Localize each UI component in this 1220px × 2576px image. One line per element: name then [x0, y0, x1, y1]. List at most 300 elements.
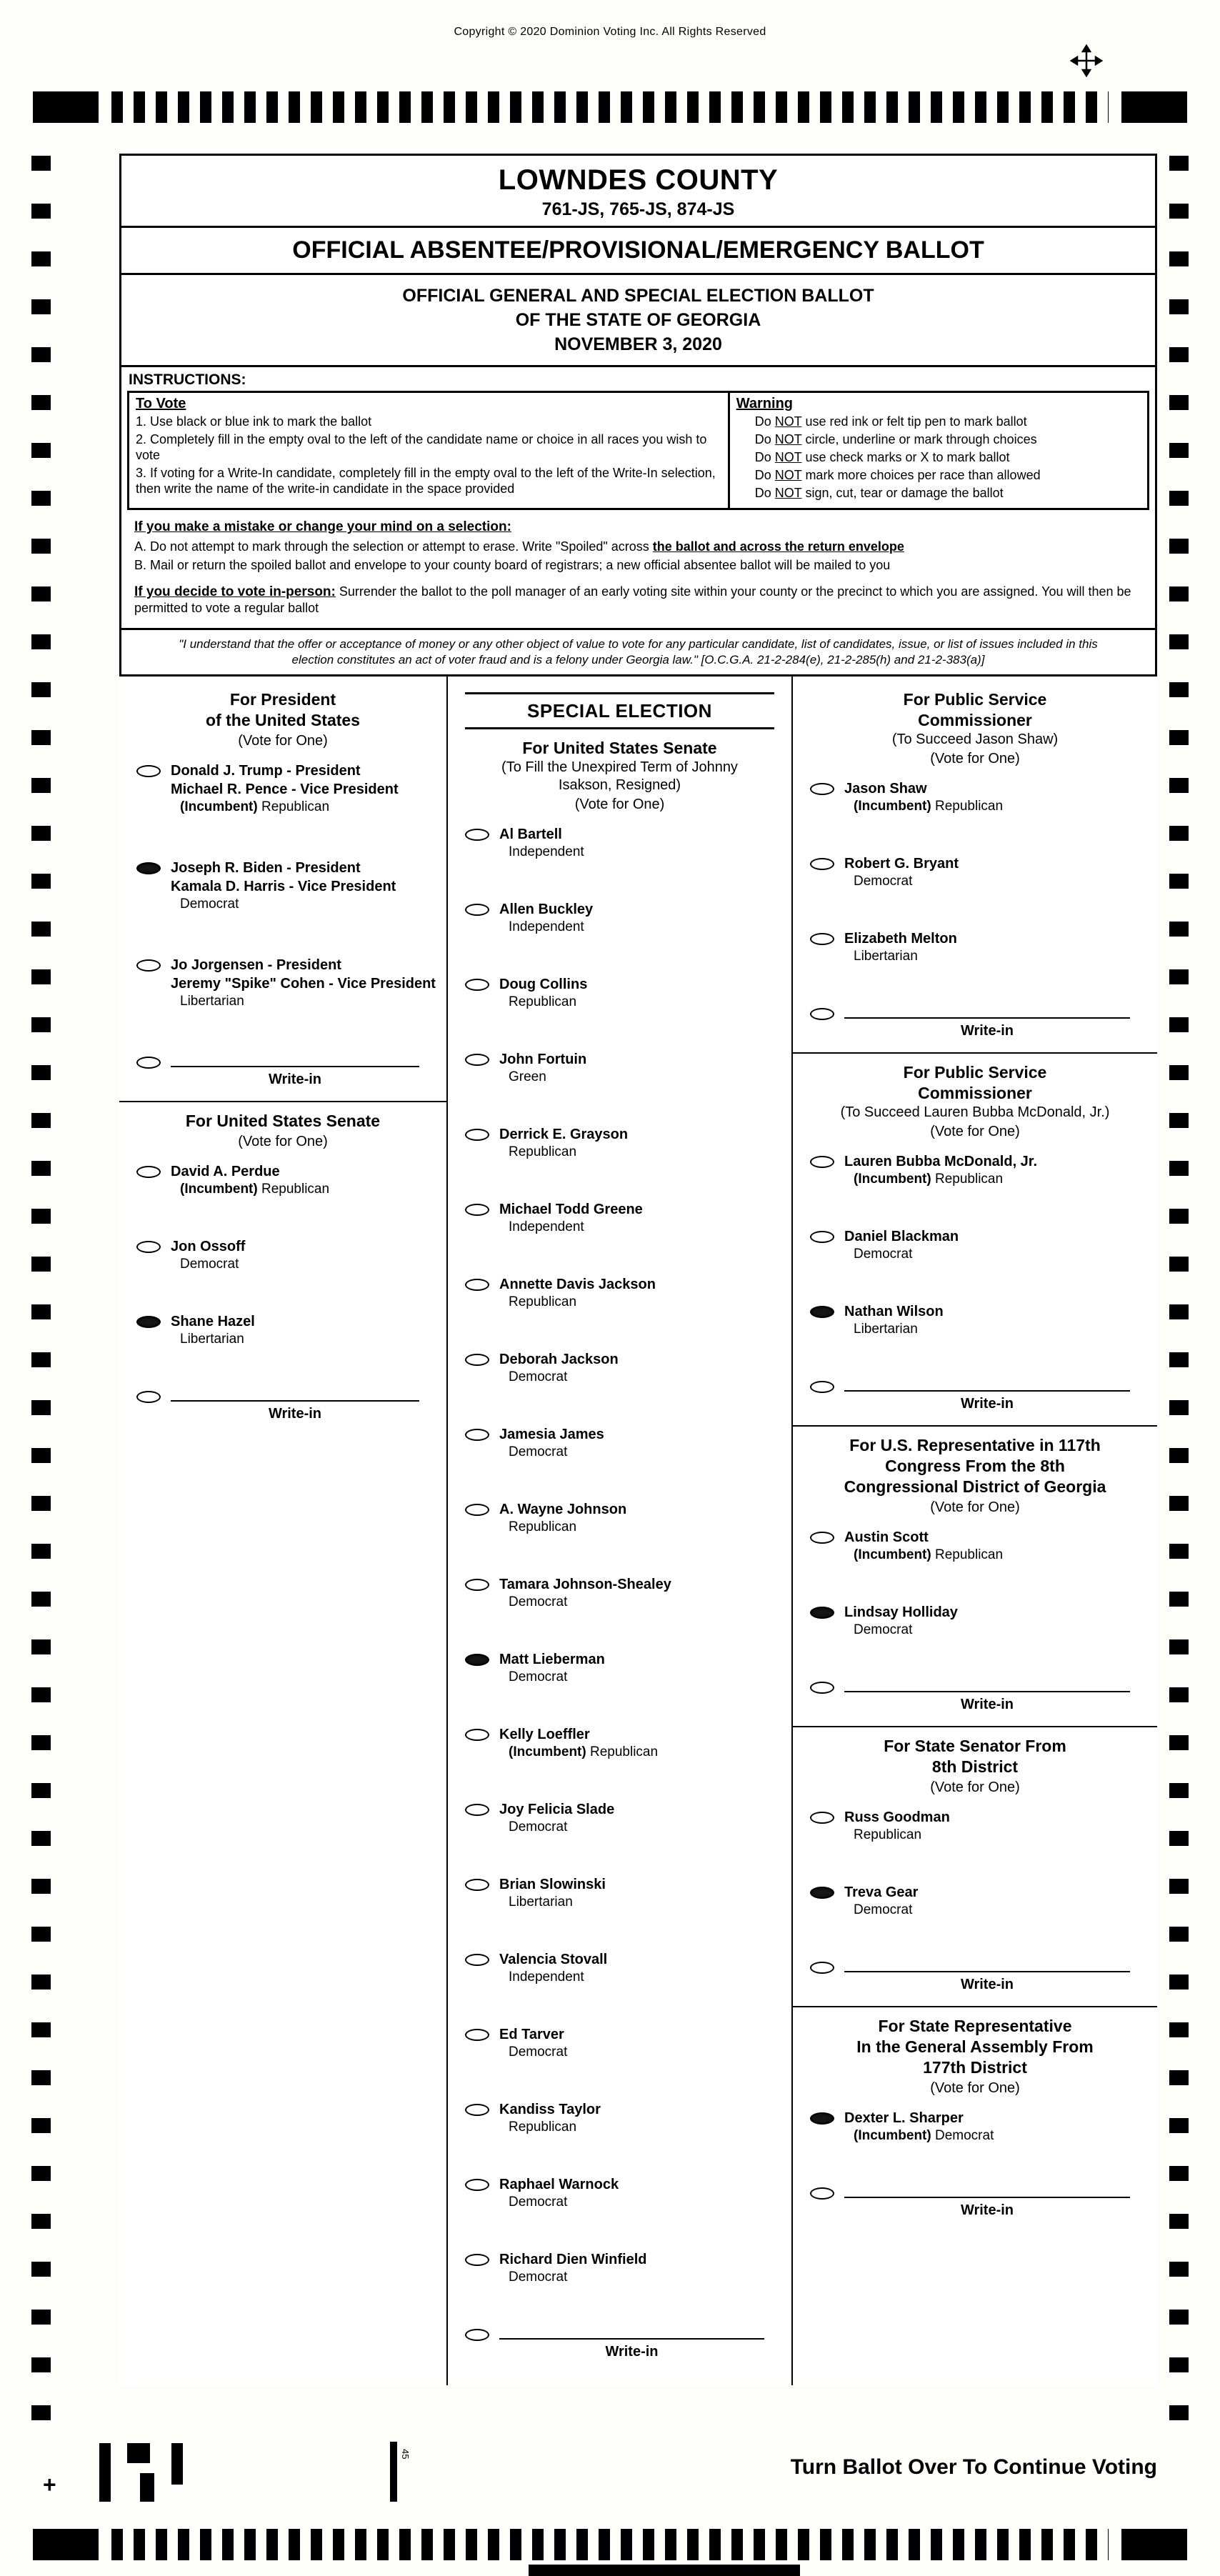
write-in-row — [810, 1678, 1150, 1694]
candidate-row — [810, 1227, 1150, 1263]
print-plus-mark: + — [43, 2472, 56, 2497]
ballot-oval[interactable] — [136, 959, 161, 972]
candidate-info — [499, 1275, 656, 1311]
ballot-oval[interactable] — [810, 933, 834, 945]
race-title-line: Congress From the 8th — [885, 1457, 1065, 1475]
candidate-party: Independent — [509, 1970, 584, 1985]
text-segment: 3. If voting for a Write-In candidate, completely fill in the empty oval to the left of the Write-In selection, then write the name of the write-in candidate in the space provided — [136, 466, 716, 496]
candidate-row — [136, 859, 439, 913]
ballot-oval[interactable] — [810, 1812, 834, 1824]
race-header — [119, 1102, 446, 1162]
candidate-party: Democrat — [509, 1594, 568, 1609]
ballot-oval[interactable] — [465, 1804, 489, 1816]
candidate-party: Independent — [509, 844, 584, 859]
candidate-info — [499, 1350, 619, 1386]
candidate-name: Joy Felicia Slade — [499, 1802, 615, 1817]
instructions-table — [127, 391, 1149, 510]
candidate-info — [844, 1302, 944, 1338]
candidate-info — [844, 1152, 1037, 1188]
candidate-name: Kandiss Taylor — [499, 2102, 601, 2117]
candidate-party: Democrat — [509, 2195, 568, 2210]
candidate-info — [171, 762, 399, 816]
race-title-line: For Public Service — [903, 690, 1047, 709]
candidate-name: Deborah Jackson — [499, 1352, 619, 1367]
candidate-info — [171, 1237, 245, 1273]
write-in-row — [136, 1387, 439, 1403]
candidate-party: Democrat — [509, 1819, 568, 1834]
candidate-info — [499, 2100, 601, 2136]
race-vote-instruction: (Vote for One) — [238, 733, 328, 749]
candidate-info — [499, 2025, 567, 2061]
candidate-info — [844, 1808, 950, 1844]
candidate-party: Democrat — [509, 1369, 568, 1384]
ballot-oval[interactable] — [465, 2104, 489, 2116]
calibration-mark — [171, 2443, 183, 2485]
timing-marks-bottom — [33, 2529, 1187, 2560]
race-title-line: 8th District — [931, 1757, 1019, 1776]
ballot-oval[interactable] — [465, 1579, 489, 1591]
ballot-oval[interactable] — [465, 1879, 489, 1891]
edge-mark — [529, 2565, 800, 2576]
candidate-party: Democrat — [509, 2270, 568, 2285]
candidate-row — [465, 1950, 784, 1986]
write-in-line[interactable] — [844, 1004, 1130, 1019]
candidate-name: Doug Collins — [499, 977, 588, 992]
text-segment: Do — [754, 432, 775, 446]
candidate-party: Democrat — [509, 2045, 568, 2060]
candidate-name: Russ Goodman — [844, 1809, 950, 1825]
candidate-name: Allen Buckley — [499, 902, 594, 917]
text-segment: B. Mail or return the spoiled ballot and envelope to your county board of registrars; a new official absentee ballot will be mailed to you — [134, 558, 891, 572]
write-in-label: Write-in — [960, 1023, 1014, 1039]
candidate-party: Independent — [509, 919, 584, 934]
candidate-info — [499, 2175, 619, 2211]
candidate-info — [844, 854, 959, 890]
race-title-line: In the General Assembly From — [856, 2037, 1094, 2056]
candidate-name: Shane Hazel — [171, 1314, 255, 1329]
instruction-item — [736, 485, 1141, 501]
candidate-name: Richard Dien Winfield — [499, 2252, 647, 2267]
text-segment: mark more choices per race than allowed — [801, 468, 1041, 482]
timing-block-left — [33, 91, 99, 123]
candidate-name: Donald J. Trump - President — [171, 763, 361, 779]
mistake-items — [134, 539, 1142, 574]
ballot-oval-filled[interactable] — [136, 1316, 161, 1328]
ballot-oval[interactable] — [465, 1729, 489, 1741]
candidate-name: Al Bartell — [499, 827, 562, 842]
ballot-oval[interactable] — [465, 1429, 489, 1441]
candidate-name: Dexter L. Sharper — [844, 2110, 964, 2126]
race-header — [448, 729, 791, 825]
instruction-item — [136, 465, 721, 496]
ballot-oval[interactable] — [465, 1054, 489, 1066]
candidate-name: Daniel Blackman — [844, 1229, 959, 1244]
ballot-oval[interactable] — [465, 1954, 489, 1966]
race-title-line: 177th District — [923, 2058, 1027, 2077]
write-in-label: Write-in — [268, 1406, 322, 1422]
to-vote-title: To Vote — [136, 396, 186, 411]
candidate-row — [465, 1350, 784, 1386]
candidate-party: Libertarian — [854, 1322, 918, 1337]
candidate-info — [499, 1800, 614, 1836]
race-title-line: Commissioner — [918, 1084, 1032, 1102]
race-vote-instruction: (Vote for One) — [930, 1779, 1020, 1795]
ballot-oval[interactable] — [810, 783, 834, 795]
write-in-oval[interactable] — [465, 2329, 489, 2341]
fraud-notice: "I understand that the offer or acceptance of money or any other object of value to vote for any particular candidate, list of candidates, issue, or list of issues included in this election constitutes an act of voter fraud and is a felony under Georgia law." [O.C.G.A. 21-2-284(e), 21-2-285(h) and 21-2-383(a)] — [121, 628, 1155, 674]
ballot-oval[interactable] — [136, 765, 161, 777]
candidate-info — [499, 1575, 671, 1611]
candidate-name: Jamesia James — [499, 1427, 604, 1442]
candidate-name: Austin Scott — [844, 1529, 929, 1545]
candidate-party: Democrat — [509, 1444, 568, 1459]
race-title-line: Commissioner — [918, 711, 1032, 729]
candidate-info — [844, 2109, 994, 2145]
write-in-oval[interactable] — [810, 1008, 834, 1020]
timing-bars — [111, 2529, 1109, 2560]
instruction-item — [134, 557, 1142, 574]
candidate-name: Lindsay Holliday — [844, 1604, 958, 1620]
write-in-oval[interactable] — [810, 1682, 834, 1694]
instruction-item — [136, 414, 721, 429]
write-in-oval[interactable] — [810, 2187, 834, 2200]
race-vote-instruction: (Vote for One) — [930, 2080, 1020, 2096]
race-vote-instruction: (Vote for One) — [930, 1499, 1020, 1515]
race-section — [793, 1425, 1157, 1713]
ballot-oval[interactable] — [810, 1231, 834, 1243]
race-header — [793, 1054, 1157, 1152]
race-title-line: For U.S. Representative in 117th — [849, 1436, 1101, 1454]
race-title-line: For State Senator From — [884, 1737, 1066, 1755]
candidate-info — [499, 2250, 647, 2286]
candidate-name: Michael R. Pence - Vice President — [171, 782, 399, 797]
candidate-name: Ed Tarver — [499, 2027, 564, 2042]
candidate-row — [465, 2100, 784, 2136]
candidate-info — [499, 975, 587, 1011]
write-in-row — [810, 1958, 1150, 1974]
write-in-label: Write-in — [960, 1697, 1014, 1712]
text-segment: NOT — [774, 450, 802, 464]
ballot-oval-filled[interactable] — [465, 1654, 489, 1666]
candidate-party: Democrat — [854, 1247, 913, 1262]
write-in-oval[interactable] — [810, 1962, 834, 1974]
incumbent-label: (Incumbent) — [180, 799, 261, 814]
ballot-oval[interactable] — [465, 2254, 489, 2266]
in-person-instructions — [134, 584, 1142, 616]
candidate-info — [844, 1528, 1003, 1564]
candidate-info — [499, 1725, 658, 1761]
ballot-oval[interactable] — [810, 1532, 834, 1544]
race-note-line: (To Fill the Unexpired Term of Johnny — [501, 759, 738, 775]
text-segment: NOT — [774, 414, 802, 429]
candidate-party: Democrat — [509, 1669, 568, 1684]
candidate-row — [465, 825, 784, 861]
write-in-line[interactable] — [844, 2184, 1130, 2198]
candidate-info — [171, 956, 436, 1010]
incumbent-label: (Incumbent) — [854, 1547, 935, 1562]
race-title-line: For Public Service — [903, 1063, 1047, 1082]
text-segment: 2. Completely fill in the empty oval to the left of the candidate name or choice in all races you wish to vote — [136, 432, 707, 462]
warning-items — [736, 414, 1141, 501]
write-in-line[interactable] — [171, 1053, 419, 1067]
candidate-party: Democrat — [854, 1902, 913, 1917]
race-section — [793, 1052, 1157, 1412]
ballot-oval-filled[interactable] — [810, 1607, 834, 1619]
candidate-party: Democrat — [180, 1257, 239, 1272]
ballot-body — [119, 154, 1157, 2385]
write-in-row — [810, 1004, 1150, 1020]
candidate-info — [844, 1883, 918, 1919]
write-in-row — [810, 1377, 1150, 1393]
candidate-party: Republican — [509, 2120, 577, 2135]
candidate-name: Annette Davis Jackson — [499, 1277, 656, 1292]
race-section — [793, 2006, 1157, 2219]
write-in-line[interactable] — [844, 1377, 1130, 1392]
instruction-item — [736, 449, 1141, 465]
write-in-oval[interactable] — [136, 1391, 161, 1403]
ballot-oval[interactable] — [810, 1156, 834, 1168]
candidate-party: Democrat — [854, 874, 913, 889]
race-vote-instruction: (Vote for One) — [574, 797, 665, 812]
candidate-party: Libertarian — [180, 1332, 244, 1347]
candidate-name: Lauren Bubba McDonald, Jr. — [844, 1154, 1038, 1169]
candidate-row — [810, 2109, 1150, 2145]
candidate-name: Valencia Stovall — [499, 1952, 608, 1967]
special-election-header: SPECIAL ELECTION — [465, 692, 774, 729]
timing-marks-top — [33, 91, 1187, 123]
county-name: LOWNDES COUNTY — [498, 164, 779, 196]
candidate-info — [844, 779, 1003, 815]
ballot-oval[interactable] — [810, 858, 834, 870]
ballot-column-1 — [119, 677, 446, 2385]
ballot-title-section — [121, 228, 1155, 275]
timing-block-left — [33, 2529, 99, 2560]
instructions-label: INSTRUCTIONS: — [129, 371, 246, 388]
ballot-title: OFFICIAL ABSENTEE/PROVISIONAL/EMERGENCY BALLOT — [292, 236, 984, 264]
race-header — [793, 2007, 1157, 2109]
candidate-name: Michael Todd Greene — [499, 1202, 643, 1217]
election-date: NOVEMBER 3, 2020 — [554, 334, 722, 354]
write-in-line[interactable] — [499, 2325, 764, 2340]
candidate-row — [465, 1500, 784, 1536]
ballot-oval[interactable] — [465, 904, 489, 916]
candidate-row — [136, 956, 439, 1010]
ballot-oval-filled[interactable] — [810, 2112, 834, 2125]
write-in-oval[interactable] — [810, 1381, 834, 1393]
text-segment: circle, underline or mark through choices — [801, 432, 1037, 446]
candidate-name: John Fortuin — [499, 1052, 587, 1067]
ballot-oval[interactable] — [465, 1129, 489, 1141]
write-in-line[interactable] — [171, 1387, 419, 1402]
instruction-item — [736, 467, 1141, 483]
election-title-line1: OFFICIAL GENERAL AND SPECIAL ELECTION BALLOT — [402, 286, 874, 306]
write-in-row — [465, 2325, 784, 2341]
race-header — [793, 1727, 1157, 1808]
timing-marks-left — [31, 156, 51, 2435]
candidate-info — [499, 1500, 626, 1536]
write-in-label: Write-in — [605, 2344, 659, 2360]
candidate-name: Jo Jorgensen - President — [171, 957, 341, 973]
calibration-mark — [127, 2443, 150, 2463]
candidate-row — [810, 1528, 1150, 1564]
candidate-name: Kamala D. Harris - Vice President — [171, 879, 396, 894]
calibration-mark — [99, 2443, 111, 2502]
county-section — [121, 156, 1155, 228]
candidate-party: (Incumbent) Republican — [180, 1182, 330, 1197]
candidate-row — [465, 1050, 784, 1086]
turn-ballot-over-text: Turn Ballot Over To Continue Voting — [790, 2455, 1157, 2479]
race-section — [448, 729, 791, 2360]
ballot-oval[interactable] — [465, 1279, 489, 1291]
write-in-label: Write-in — [960, 1977, 1014, 1992]
candidate-row — [810, 779, 1150, 815]
candidate-info — [499, 1950, 607, 1986]
ballot-oval[interactable] — [465, 1504, 489, 1516]
ballot-oval[interactable] — [465, 829, 489, 841]
ballot-oval[interactable] — [465, 1204, 489, 1216]
candidate-row — [136, 1312, 439, 1348]
ballot-oval-filled[interactable] — [136, 862, 161, 874]
candidate-name: Elizabeth Melton — [844, 931, 957, 947]
text-segment: NOT — [774, 432, 802, 446]
candidate-row — [465, 900, 784, 936]
candidate-row — [465, 2250, 784, 2286]
text-segment: 1. Use black or blue ink to mark the ballot — [136, 414, 372, 429]
candidate-info — [171, 859, 396, 913]
race-title-line: For President — [229, 690, 336, 709]
race-header — [793, 681, 1157, 779]
candidate-row — [465, 2175, 784, 2211]
ballot-oval-filled[interactable] — [810, 1306, 834, 1318]
write-in-label: Write-in — [960, 1396, 1014, 1412]
candidate-row — [465, 1875, 784, 1911]
candidate-row — [810, 929, 1150, 965]
candidate-row — [810, 1152, 1150, 1188]
ballot-oval[interactable] — [136, 1166, 161, 1178]
incumbent-label: (Incumbent) — [854, 799, 935, 814]
sheet-number: 45 — [400, 2449, 411, 2460]
candidate-row — [136, 1237, 439, 1273]
ballot-columns — [119, 677, 1157, 2385]
candidate-party: (Incumbent) Republican — [854, 799, 1004, 814]
to-vote-box — [129, 393, 730, 508]
candidate-party: (Incumbent) Republican — [854, 1172, 1004, 1187]
incumbent-label: (Incumbent) — [180, 1182, 261, 1197]
candidate-row — [810, 1883, 1150, 1919]
ballot-oval[interactable] — [465, 979, 489, 991]
candidate-row — [465, 975, 784, 1011]
candidate-party: (Incumbent) Democrat — [854, 2128, 994, 2143]
candidate-party: Independent — [509, 1219, 584, 1234]
candidate-info — [499, 900, 593, 936]
instruction-item — [736, 414, 1141, 429]
candidate-party: Republican — [509, 1144, 577, 1159]
timing-block-right — [1121, 91, 1187, 123]
timing-marks-right — [1169, 156, 1189, 2435]
candidate-row — [465, 1275, 784, 1311]
race-header — [119, 681, 446, 762]
race-section — [119, 1101, 446, 1422]
in-person-title: If you decide to vote in-person: — [134, 584, 336, 599]
copyright-notice: Copyright © 2020 Dominion Voting Inc. All Rights Reserved — [454, 26, 766, 38]
ballot-oval[interactable] — [465, 2029, 489, 2041]
text-segment: use red ink or felt tip pen to mark ballot — [801, 414, 1027, 429]
instruction-item — [134, 539, 1142, 555]
registration-mark-icon — [1070, 44, 1103, 81]
text-segment: NOT — [774, 468, 802, 482]
write-in-oval[interactable] — [136, 1057, 161, 1069]
candidate-row — [465, 1800, 784, 1836]
text-segment: Do — [754, 414, 775, 429]
text-segment: Do — [754, 468, 775, 482]
candidate-name: A. Wayne Johnson — [499, 1502, 627, 1517]
candidate-party: Democrat — [180, 897, 239, 912]
race-note-line: (To Succeed Lauren Bubba McDonald, Jr.) — [840, 1104, 1110, 1120]
ballot-column-2 — [446, 677, 793, 2385]
race-vote-instruction: (Vote for One) — [930, 751, 1020, 767]
candidate-info — [844, 929, 957, 965]
candidate-party: Republican — [509, 994, 577, 1009]
timing-block-right — [1121, 2529, 1187, 2560]
calibration-mark — [140, 2473, 154, 2502]
candidate-name: David A. Perdue — [171, 1164, 280, 1179]
candidate-row — [465, 1650, 784, 1686]
candidate-info — [844, 1227, 959, 1263]
mistake-title: If you make a mistake or change your mind on a selection: — [134, 519, 511, 534]
ballot-oval[interactable] — [465, 1354, 489, 1366]
race-title-line: For State Representative — [878, 2017, 1072, 2035]
candidate-info — [499, 825, 584, 861]
candidate-name: Nathan Wilson — [844, 1304, 944, 1319]
ballot-oval[interactable] — [465, 2179, 489, 2191]
candidate-party: Libertarian — [854, 949, 918, 964]
instruction-item — [736, 431, 1141, 447]
in-person-text: Surrender the ballot to the poll manager of an early voting site within your county or the precinct to which you are assigned. You will then be permitted to vote a regular ballot — [134, 584, 1131, 615]
candidate-row — [136, 762, 439, 816]
race-title-line: For United States Senate — [185, 1112, 381, 1130]
candidate-name: Raphael Warnock — [499, 2177, 619, 2192]
candidate-name: Matt Lieberman — [499, 1652, 605, 1667]
write-in-row — [810, 2184, 1150, 2200]
ballot-oval-filled[interactable] — [810, 1887, 834, 1899]
race-vote-instruction: (Vote for One) — [238, 1134, 328, 1149]
candidate-row — [465, 1725, 784, 1761]
text-segment: use check marks or X to mark ballot — [801, 450, 1010, 464]
ballot-column-3 — [793, 677, 1157, 2385]
race-section — [119, 681, 446, 1088]
ballot-oval[interactable] — [136, 1241, 161, 1253]
candidate-row — [810, 1302, 1150, 1338]
candidate-row — [810, 854, 1150, 890]
candidate-name: Jason Shaw — [844, 781, 927, 797]
text-segment: the ballot and across the return envelope — [652, 539, 904, 554]
to-vote-items — [136, 414, 721, 496]
write-in-label: Write-in — [960, 2202, 1014, 2218]
candidate-name: Treva Gear — [844, 1884, 919, 1900]
race-section — [793, 681, 1157, 1039]
text-segment: A. Do not attempt to mark through the selection or attempt to erase. Write "Spoiled" across — [134, 539, 653, 554]
incumbent-label: (Incumbent) — [854, 1172, 935, 1187]
incumbent-label: (Incumbent) — [509, 1744, 590, 1759]
candidate-name: Kelly Loeffler — [499, 1727, 590, 1742]
text-segment: sign, cut, tear or damage the ballot — [801, 486, 1004, 500]
write-in-line[interactable] — [844, 1678, 1130, 1692]
write-in-line[interactable] — [844, 1958, 1130, 1972]
candidate-row — [810, 1808, 1150, 1844]
text-segment: Do — [754, 486, 775, 500]
candidate-info — [499, 1650, 605, 1686]
race-header — [793, 1427, 1157, 1528]
